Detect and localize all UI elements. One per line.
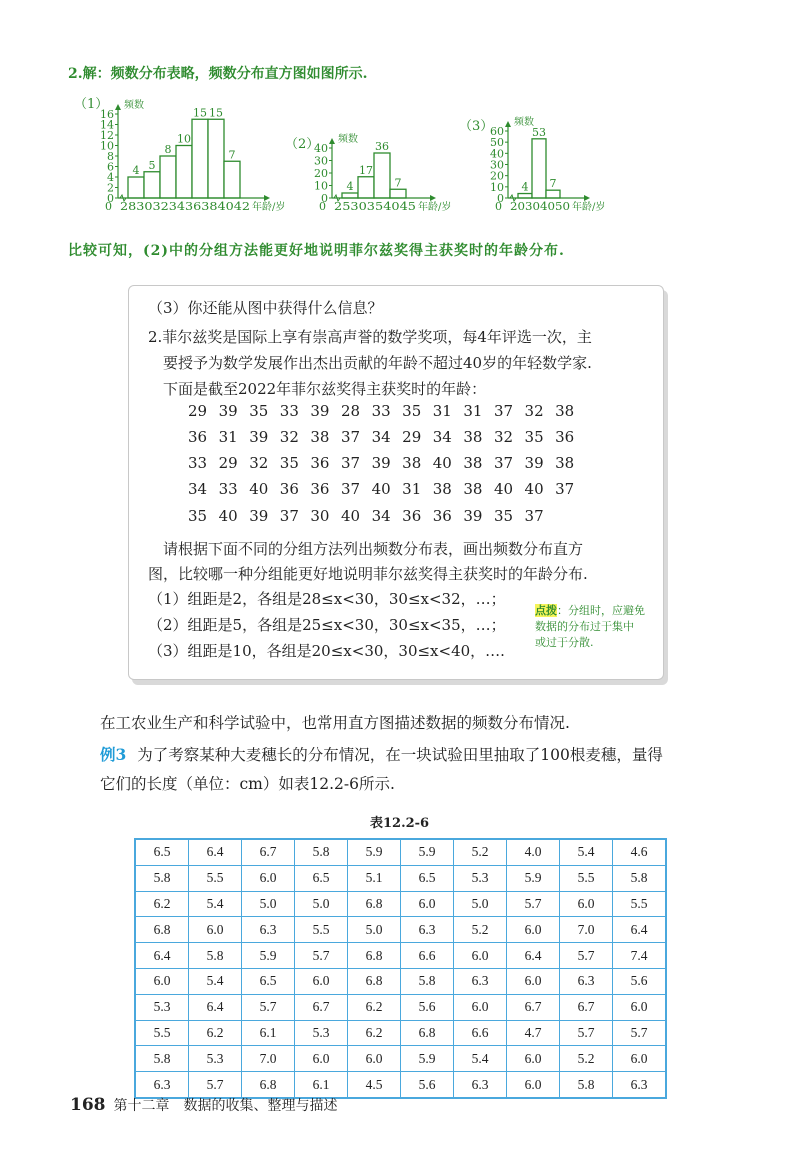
ages-row [188, 454, 586, 472]
age-value: 29 [218, 454, 238, 472]
table-cell: 5.5 [135, 1020, 189, 1046]
y-tick-label: 60 [490, 125, 504, 138]
y-axis-arrow [115, 104, 121, 110]
table-cell: 6.0 [242, 865, 295, 891]
table-cell: 5.8 [135, 1046, 189, 1072]
table-row [135, 968, 666, 994]
age-value: 33 [218, 480, 238, 498]
bar-value-label: 15 [209, 106, 223, 120]
age-value: 31 [402, 480, 422, 498]
table-row [135, 891, 666, 917]
table-cell: 6.7 [295, 994, 348, 1020]
x-axis-arrow [584, 195, 590, 201]
table-cell: 5.6 [613, 968, 667, 994]
intro-text: 在工农业生产和科学试验中，也常用直方图描述数据的频数分布情况. [100, 714, 570, 732]
bar-value-label: 53 [532, 125, 546, 139]
table-cell: 7.0 [242, 1046, 295, 1072]
hint-note [535, 603, 655, 651]
table-cell: 5.4 [454, 1046, 507, 1072]
table-cell: 5.5 [560, 865, 613, 891]
histogram-bar [532, 139, 546, 198]
age-value: 36 [310, 480, 330, 498]
table-cell: 6.7 [242, 839, 295, 865]
age-value: 38 [402, 454, 422, 472]
age-value: 40 [524, 480, 544, 498]
table-cell: 6.0 [135, 968, 189, 994]
table-cell: 5.3 [454, 865, 507, 891]
table-cell: 6.0 [401, 891, 454, 917]
age-value: 35 [493, 507, 514, 525]
y-tick-label: 40 [490, 147, 504, 161]
exercise-p2-line3: 下面是截至2022年菲尔兹奖得主获奖时的年龄： [163, 380, 487, 398]
age-value: 40 [493, 480, 514, 498]
table-cell: 5.8 [613, 865, 667, 891]
age-value: 39 [371, 454, 391, 472]
exercise-p2-line1: 2.菲尔兹奖是国际上享有崇高声誉的数学奖项，每4年评选一次，主 [148, 328, 592, 346]
table-row [135, 994, 666, 1020]
table-cell: 6.4 [189, 839, 242, 865]
page-number: 168 [70, 1095, 106, 1115]
y-tick-label: 40 [314, 142, 328, 155]
x-axis-label: 年龄/岁 [572, 202, 606, 213]
age-value: 31 [218, 428, 238, 446]
table-cell: 5.7 [560, 1020, 613, 1046]
y-tick-label: 14 [100, 118, 114, 132]
table-cell: 5.5 [295, 917, 348, 943]
example-line1 [100, 743, 663, 765]
table-cell: 5.6 [401, 994, 454, 1020]
age-value: 40 [249, 480, 269, 498]
table-cell: 5.9 [401, 1046, 454, 1072]
hint-line3: 或过于分散. [535, 636, 594, 649]
histogram-bar [342, 193, 358, 198]
y-tick-label: 30 [490, 158, 504, 172]
age-value: 36 [188, 428, 208, 446]
table-cell: 6.0 [613, 994, 667, 1020]
table-cell: 5.9 [242, 943, 295, 969]
age-value: 29 [188, 402, 208, 420]
x-axis-label: 年龄/岁 [252, 202, 286, 213]
age-value: 32 [279, 428, 299, 446]
table-cell: 6.0 [295, 968, 348, 994]
x-tick-labels: 2830323436384042 [120, 200, 250, 213]
table-cell: 6.1 [295, 1072, 348, 1098]
age-value: 37 [493, 454, 514, 472]
y-tick-label: 30 [314, 154, 328, 168]
table-cell: 6.8 [348, 968, 401, 994]
table-cell: 6.2 [348, 994, 401, 1020]
table-cell: 5.8 [295, 839, 348, 865]
table-row [135, 839, 666, 865]
ages-row [188, 402, 586, 420]
x-tick-labels: 2530354045 [334, 200, 416, 213]
age-value: 33 [279, 402, 299, 420]
table-cell: 6.0 [507, 968, 560, 994]
age-value: 35 [188, 507, 208, 525]
table-cell: 6.0 [454, 943, 507, 969]
y-tick-label: 10 [490, 180, 504, 194]
table-cell: 6.1 [242, 1020, 295, 1046]
exercise-option-1: （1）组距是2，各组是28≤x<30，30≤x<32，…； [148, 590, 506, 608]
table-cell: 6.2 [189, 1020, 242, 1046]
table-cell: 6.3 [613, 1072, 667, 1098]
table-cell: 6.8 [348, 891, 401, 917]
bar-value-label: 8 [164, 143, 172, 156]
histogram-bar [390, 189, 406, 198]
exercise-q3: （3）你还能从图中获得什么信息？ [148, 299, 383, 317]
age-value: 37 [279, 507, 299, 525]
y-tick-label: 12 [100, 129, 114, 142]
age-value: 38 [432, 480, 452, 498]
table-cell: 6.3 [454, 968, 507, 994]
age-value: 35 [279, 454, 299, 472]
age-value: 35 [524, 428, 544, 446]
table-cell: 6.0 [454, 994, 507, 1020]
age-value: 38 [555, 454, 575, 472]
table-row [135, 1046, 666, 1072]
table-cell: 6.8 [242, 1072, 295, 1098]
y-tick-label: 2 [107, 181, 114, 195]
age-value: 37 [340, 428, 361, 446]
table-cell: 5.7 [242, 994, 295, 1020]
hint-line2: 数据的分布过于集中 [535, 620, 634, 633]
histogram-3 [459, 115, 605, 213]
age-value: 40 [432, 454, 452, 472]
histogram-panel [0, 0, 800, 235]
table-cell: 6.5 [401, 865, 454, 891]
histogram-bar [546, 190, 560, 198]
table-cell: 6.5 [242, 968, 295, 994]
table-cell: 6.7 [560, 994, 613, 1020]
age-value: 37 [555, 480, 575, 498]
table-cell: 6.0 [507, 1072, 560, 1098]
example-label: 例3 [100, 745, 127, 764]
table-cell: 5.9 [507, 865, 560, 891]
example-text1: 为了考察某种大麦穗长的分布情况，在一块试验田里抽取了100根麦穗，量得 [137, 746, 663, 764]
table-cell: 6.8 [135, 917, 189, 943]
table-row [135, 917, 666, 943]
age-value: 40 [371, 480, 391, 498]
y-axis-arrow [329, 138, 335, 144]
bar-value-label: 4 [132, 164, 140, 177]
ages-row [188, 507, 555, 525]
y-tick-label: 0 [321, 192, 328, 205]
ages-row [188, 428, 586, 446]
histogram-1 [74, 97, 285, 213]
exercise-instr-line2: 图，比较哪一种分组能更好地说明菲尔兹奖得主获奖时的年龄分布. [148, 565, 588, 583]
age-value: 40 [340, 507, 361, 525]
age-value: 32 [493, 428, 514, 446]
table-cell: 5.3 [189, 1046, 242, 1072]
age-value: 35 [402, 402, 422, 420]
answer-title: 2.解：频数分布表略，频数分布直方图如图所示. [68, 66, 368, 82]
age-value: 37 [493, 402, 514, 420]
table-cell: 5.2 [454, 917, 507, 943]
histogram-bar [160, 156, 176, 198]
exercise-p2-line2: 要授予为数学发展作出杰出贡献的年龄不超过40岁的年轻数学家. [163, 354, 592, 372]
table-cell: 6.5 [295, 865, 348, 891]
table-cell: 5.0 [348, 917, 401, 943]
age-value: 34 [188, 480, 208, 498]
panel-label: （3） [459, 119, 494, 134]
age-value: 40 [218, 507, 238, 525]
age-value: 33 [371, 402, 391, 420]
age-value: 38 [555, 402, 575, 420]
table-cell: 5.4 [560, 839, 613, 865]
table-cell: 5.0 [242, 891, 295, 917]
histogram-bar [224, 161, 240, 198]
age-value: 36 [555, 428, 575, 446]
histogram-bar [128, 177, 144, 198]
table-cell: 5.9 [401, 839, 454, 865]
histogram-bar [208, 119, 224, 198]
y-axis-label: 频数 [514, 117, 534, 128]
age-value: 38 [463, 454, 483, 472]
bar-value-label: 7 [549, 177, 557, 191]
age-value: 30 [310, 507, 330, 525]
table-cell: 5.8 [560, 1072, 613, 1098]
table-cell: 5.8 [135, 865, 189, 891]
table-row [135, 1020, 666, 1046]
table-cell: 4.6 [613, 839, 667, 865]
age-value: 35 [249, 402, 269, 420]
y-tick-label: 6 [107, 160, 114, 174]
table-cell: 5.1 [348, 865, 401, 891]
table-cell: 5.2 [560, 1046, 613, 1072]
x-axis-label: 年龄/岁 [418, 202, 452, 213]
age-value: 39 [310, 402, 330, 420]
table-cell: 6.3 [454, 1072, 507, 1098]
age-value: 32 [524, 402, 544, 420]
y-tick-label: 10 [100, 139, 114, 153]
table-cell: 6.0 [295, 1046, 348, 1072]
histogram-bar [192, 119, 208, 198]
hint-line1: ：分组时，应避免 [557, 604, 645, 617]
table-cell: 5.7 [189, 1072, 242, 1098]
y-tick-label: 20 [314, 167, 328, 180]
y-tick-label: 10 [314, 179, 328, 193]
age-value: 37 [340, 480, 361, 498]
age-value: 29 [402, 428, 422, 446]
bar-value-label: 7 [228, 148, 236, 162]
age-value: 36 [310, 454, 330, 472]
table-cell: 5.3 [135, 994, 189, 1020]
origin-label: 0 [319, 200, 326, 213]
age-value: 39 [463, 507, 483, 525]
table-cell: 5.8 [189, 943, 242, 969]
table-cell: 5.0 [295, 891, 348, 917]
y-tick-label: 20 [490, 169, 504, 183]
table-cell: 5.8 [401, 968, 454, 994]
bar-value-label: 36 [375, 140, 389, 153]
age-value: 31 [432, 402, 452, 420]
y-tick-label: 0 [497, 192, 504, 205]
y-tick-label: 50 [490, 136, 504, 150]
age-value: 33 [188, 454, 208, 472]
table-cell: 5.4 [189, 968, 242, 994]
table-cell: 7.0 [560, 917, 613, 943]
table-cell: 5.5 [613, 891, 667, 917]
page-footer [70, 1095, 338, 1115]
histogram-bar [518, 194, 532, 198]
y-tick-label: 4 [107, 171, 114, 184]
histogram-bar [144, 172, 160, 198]
table-cell: 6.2 [348, 1020, 401, 1046]
table-cell: 7.4 [613, 943, 667, 969]
table-cell: 5.9 [348, 839, 401, 865]
table-row [135, 865, 666, 891]
bar-value-label: 5 [148, 158, 156, 172]
table-row [135, 943, 666, 969]
age-value: 34 [371, 507, 391, 525]
y-axis-label: 频数 [124, 100, 144, 111]
table-cell: 6.8 [401, 1020, 454, 1046]
origin-label: 0 [495, 200, 502, 213]
exercise-option-2: （2）组距是5，各组是25≤x<30，30≤x<35，…； [148, 616, 506, 634]
table-cell: 6.0 [348, 1046, 401, 1072]
x-axis-arrow [430, 195, 436, 201]
table-cell: 5.7 [613, 1020, 667, 1046]
age-value: 38 [463, 428, 483, 446]
age-value: 37 [340, 454, 361, 472]
table-cell: 6.3 [560, 968, 613, 994]
table-cell: 6.3 [135, 1072, 189, 1098]
age-value: 38 [463, 480, 483, 498]
histogram-bar [358, 177, 374, 198]
bar-value-label: 17 [359, 163, 373, 177]
table-cell: 6.6 [454, 1020, 507, 1046]
table-cell: 6.6 [401, 943, 454, 969]
age-value: 39 [218, 402, 238, 420]
age-value: 39 [524, 454, 544, 472]
table-cell: 4.0 [507, 839, 560, 865]
answer-conclusion: 比较可知，(2)中的分组方法能更好地说明菲尔兹奖得主获奖时的年龄分布. [68, 243, 565, 259]
table-cell: 6.5 [135, 839, 189, 865]
age-value: 28 [340, 402, 361, 420]
x-axis-arrow [264, 195, 270, 201]
table-cell: 5.0 [454, 891, 507, 917]
age-value: 39 [249, 428, 269, 446]
chapter-title: 第十二章 数据的收集、整理与描述 [113, 1098, 338, 1114]
table-cell: 6.4 [189, 994, 242, 1020]
table-cell: 6.7 [507, 994, 560, 1020]
histogram-bar [176, 146, 192, 199]
age-value: 37 [524, 507, 544, 525]
age-value: 36 [279, 480, 299, 498]
x-tick-labels: 20304050 [510, 200, 570, 213]
hint-label: 点拨 [535, 604, 557, 617]
table-cell: 6.3 [242, 917, 295, 943]
table-cell: 6.0 [189, 917, 242, 943]
table-cell: 4.5 [348, 1072, 401, 1098]
ages-row [188, 480, 586, 498]
bar-value-label: 4 [346, 180, 354, 193]
y-axis-label: 频数 [338, 134, 358, 145]
table-cell: 6.3 [401, 917, 454, 943]
example-line2: 它们的长度（单位：cm）如表12.2-6所示. [100, 775, 395, 793]
histogram-2 [285, 132, 451, 213]
table-cell: 6.8 [348, 943, 401, 969]
table-cell: 6.0 [507, 917, 560, 943]
y-tick-label: 16 [100, 108, 114, 121]
age-value: 36 [432, 507, 452, 525]
age-value: 39 [249, 507, 269, 525]
table-cell: 5.7 [295, 943, 348, 969]
data-table [134, 838, 667, 1099]
bar-value-label: 4 [521, 180, 529, 194]
table-cell: 6.0 [560, 891, 613, 917]
bar-value-label: 7 [394, 176, 402, 190]
age-value: 32 [249, 454, 269, 472]
age-value: 38 [310, 428, 330, 446]
exercise-option-3: （3）组距是10，各组是20≤x<30，30≤x<40，…. [148, 642, 505, 660]
panel-label: （1） [74, 97, 109, 112]
bar-value-label: 15 [193, 106, 207, 120]
table-cell: 5.2 [454, 839, 507, 865]
table-cell: 6.0 [507, 1046, 560, 1072]
table-cell: 5.6 [401, 1072, 454, 1098]
bar-value-label: 10 [177, 132, 191, 146]
age-value: 31 [463, 402, 483, 420]
table-cell: 5.4 [189, 891, 242, 917]
y-axis-arrow [505, 121, 511, 127]
age-value: 36 [402, 507, 422, 525]
age-value: 34 [432, 428, 452, 446]
table-cell: 5.7 [560, 943, 613, 969]
table-cell: 5.5 [189, 865, 242, 891]
y-tick-label: 8 [107, 150, 114, 163]
table-cell: 4.7 [507, 1020, 560, 1046]
table-title: 表12.2-6 [370, 816, 430, 831]
table-cell: 5.3 [295, 1020, 348, 1046]
table-cell: 6.4 [613, 917, 667, 943]
histogram-bar [374, 153, 390, 198]
exercise-instr-line1: 请根据下面不同的分组方法列出频数分布表，画出频数分布直方 [163, 540, 584, 558]
origin-label: 0 [105, 200, 112, 213]
panel-label: （2） [285, 137, 320, 152]
table-cell: 6.0 [613, 1046, 667, 1072]
table-cell: 6.4 [135, 943, 189, 969]
table-cell: 6.2 [135, 891, 189, 917]
y-tick-label: 0 [107, 192, 114, 205]
table-cell: 5.7 [507, 891, 560, 917]
age-value: 34 [371, 428, 391, 446]
table-cell: 6.4 [507, 943, 560, 969]
